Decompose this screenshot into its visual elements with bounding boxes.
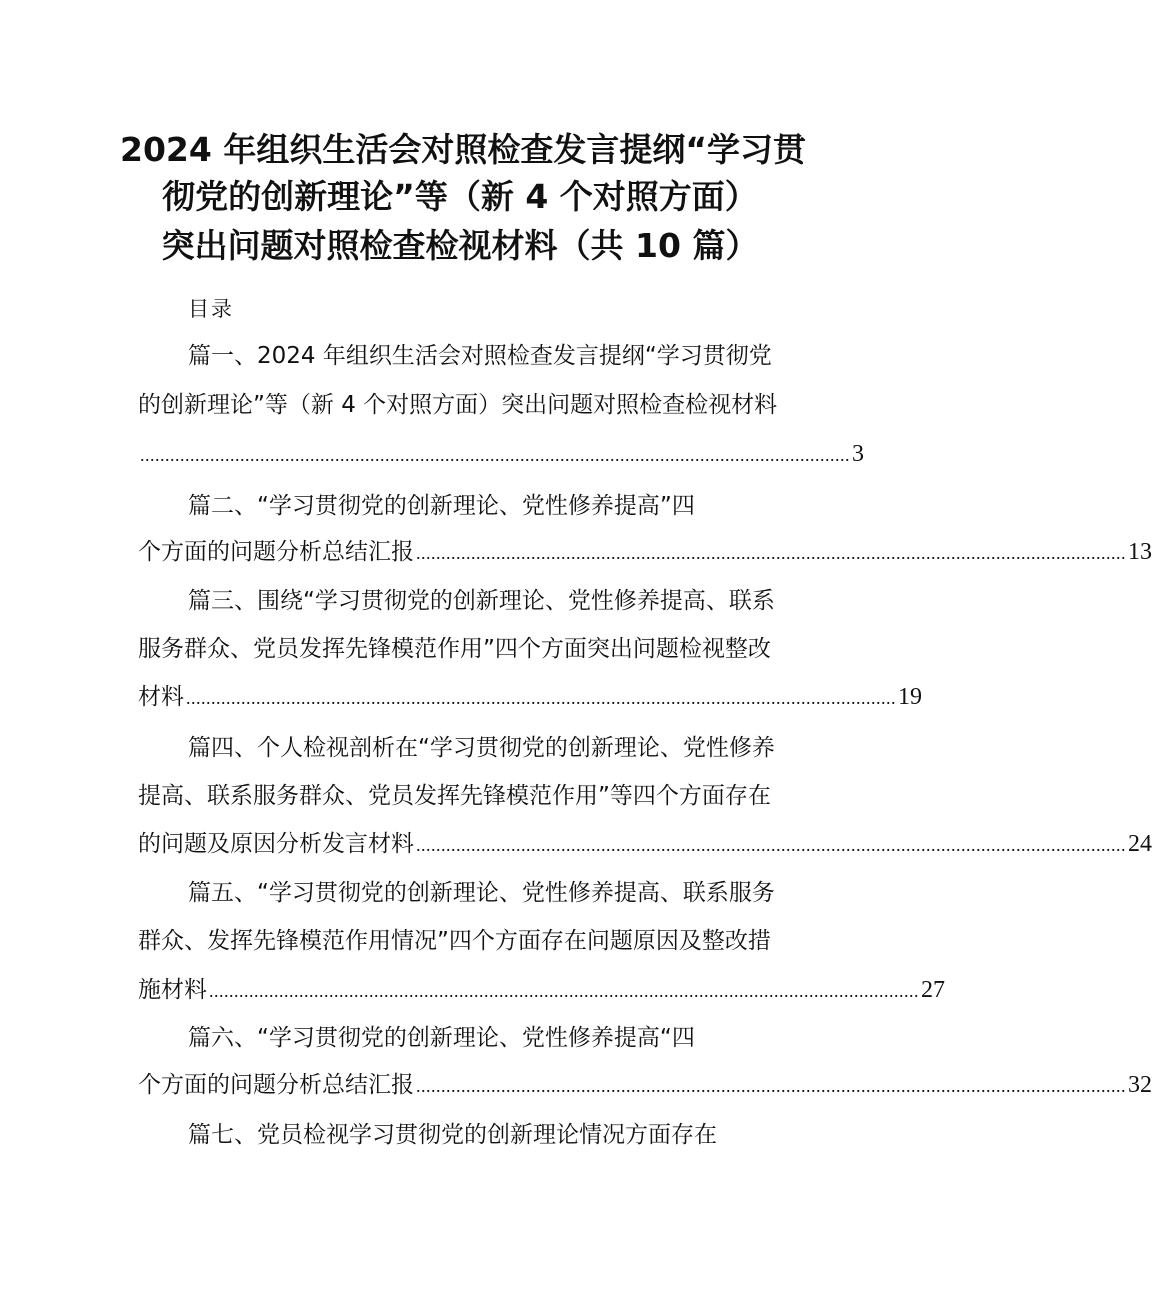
toc-entry-4-last-line: 的问题及原因分析发言材料 bbox=[138, 831, 414, 857]
toc-entry-3-line-2: 服务群众、党员发挥先锋模范作用”四个方面突出问题检视整改 bbox=[138, 636, 771, 662]
toc-entry-6-dots: .............................................................................................................................................. bbox=[416, 1076, 1126, 1096]
toc-entry-5-leader[interactable] bbox=[138, 973, 945, 1008]
toc-entry-3-dots: .............................................................................................................................................. bbox=[186, 688, 896, 708]
toc-entry-3-leader[interactable] bbox=[138, 680, 922, 715]
toc-entry-5-line-2: 群众、发挥先锋模范作用情况”四个方面存在问题原因及整改措 bbox=[138, 928, 771, 954]
toc-entry-2-last-line: 个方面的问题分析总结汇报 bbox=[138, 539, 414, 565]
toc-entry-4-dots: .............................................................................................................................................. bbox=[416, 835, 1126, 855]
toc-entry-4-leader[interactable] bbox=[138, 827, 1152, 862]
toc-entry-1-line-2: 的创新理论”等（新 4 个对照方面）突出问题对照检查检视材料 bbox=[138, 392, 778, 418]
document-title-line-1: 2024 年组织生活会对照检查发言提纲“学习贯 bbox=[120, 130, 807, 169]
toc-entry-3-last-line: 材料 bbox=[138, 684, 184, 710]
toc-entry-6-line-1: 篇六、“学习贯彻党的创新理论、党性修养提高“四 bbox=[188, 1025, 695, 1051]
toc-entry-6-last-line: 个方面的问题分析总结汇报 bbox=[138, 1072, 414, 1098]
toc-entry-1-page: 3 bbox=[852, 441, 864, 467]
toc-entry-3-line-1: 篇三、围绕“学习贯彻党的创新理论、党性修养提高、联系 bbox=[188, 588, 775, 614]
toc-entry-5-line-1: 篇五、“学习贯彻党的创新理论、党性修养提高、联系服务 bbox=[188, 880, 775, 906]
document-title-line-3: 突出问题对照检查检视材料（共 10 篇） bbox=[161, 226, 759, 265]
toc-entry-5-dots: .............................................................................................................................................. bbox=[209, 981, 919, 1001]
toc-entry-2-leader[interactable] bbox=[138, 535, 1152, 570]
document-title-line-2: 彻党的创新理论”等（新 4 个对照方面） bbox=[162, 177, 758, 216]
toc-entry-6-page: 32 bbox=[1128, 1072, 1152, 1098]
toc-entry-3-page: 19 bbox=[898, 684, 922, 710]
toc-label: 目录 bbox=[188, 297, 234, 321]
toc-entry-1-dots: .............................................................................................................................................. bbox=[140, 445, 850, 465]
toc-entry-5-last-line: 施材料 bbox=[138, 977, 207, 1003]
toc-entry-1-line-1: 篇一、2024 年组织生活会对照检查发言提纲“学习贯彻党 bbox=[188, 343, 772, 369]
toc-entry-4-page: 24 bbox=[1128, 831, 1152, 857]
toc-entry-1-leader[interactable] bbox=[138, 437, 864, 472]
toc-entry-2-line-1: 篇二、“学习贯彻党的创新理论、党性修养提高”四 bbox=[188, 493, 695, 519]
toc-entry-4-line-2: 提高、联系服务群众、党员发挥先锋模范作用”等四个方面存在 bbox=[138, 783, 771, 809]
toc-entry-6-leader[interactable] bbox=[138, 1068, 1152, 1103]
toc-entry-7-line-1: 篇七、党员检视学习贯彻党的创新理论情况方面存在 bbox=[188, 1122, 717, 1148]
toc-entry-2-dots: .............................................................................................................................................. bbox=[416, 543, 1126, 563]
toc-entry-4-line-1: 篇四、个人检视剖析在“学习贯彻党的创新理论、党性修养 bbox=[188, 735, 775, 761]
toc-entry-2-page: 13 bbox=[1128, 539, 1152, 565]
toc-entry-5-page: 27 bbox=[921, 977, 945, 1003]
